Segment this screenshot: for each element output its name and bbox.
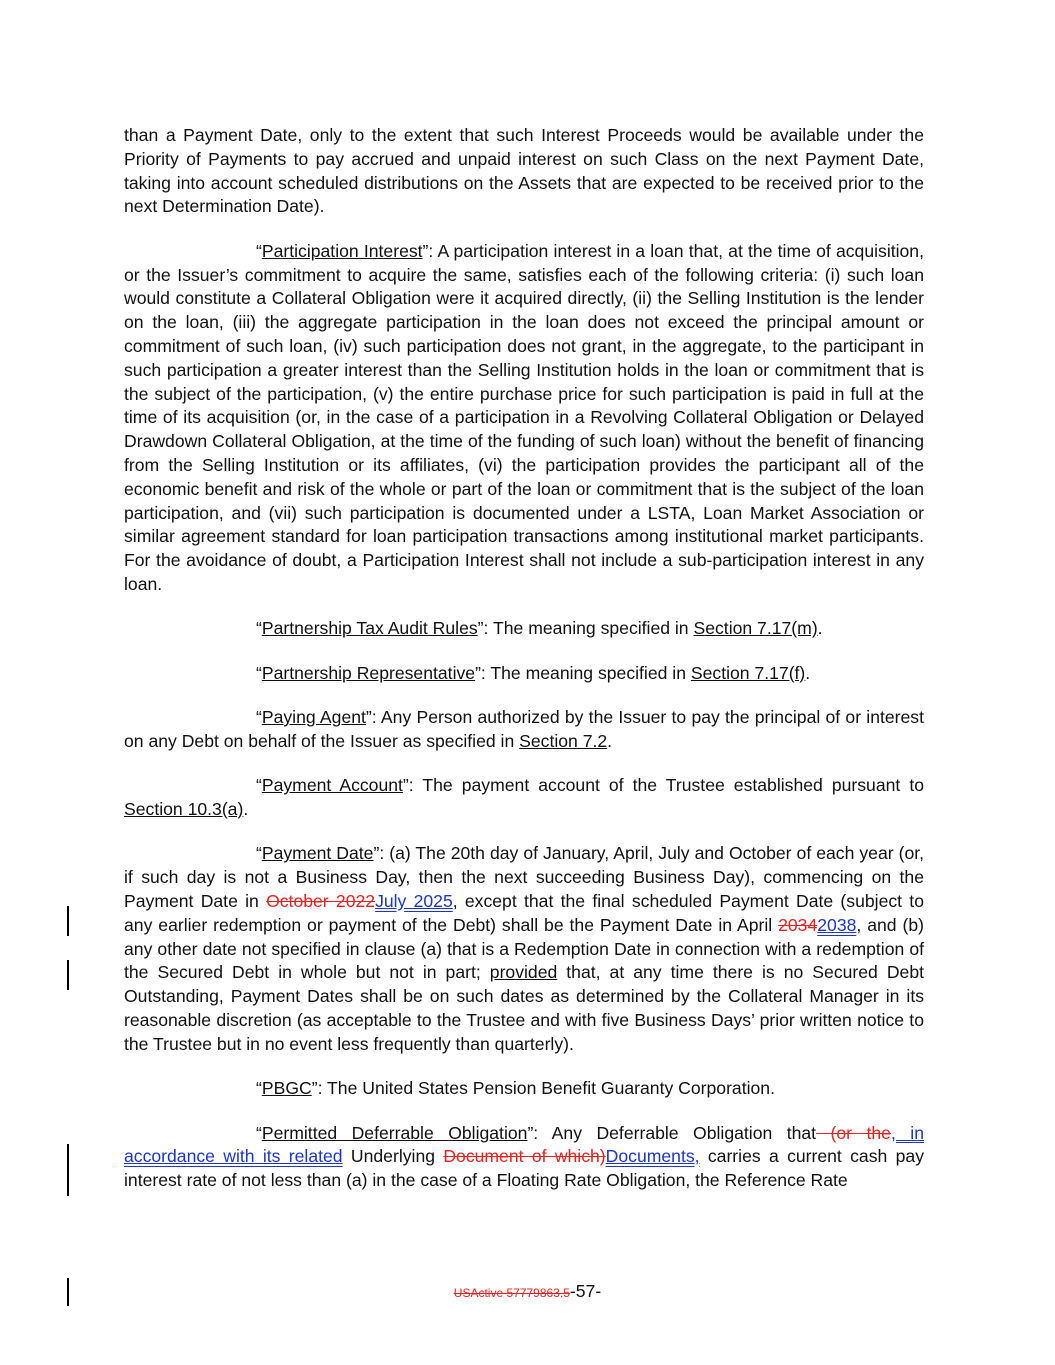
definition-partnership-tax-audit-rules <box>124 617 924 641</box>
section-reference[interactable]: Section 7.2 <box>519 730 608 751</box>
page-footer <box>0 1281 1055 1302</box>
term-close: ”: <box>527 1122 539 1143</box>
definition-text: Any Person authorized by the Issuer to pay the principal of or interest on any Debt on behalf of the Issuer as specified in <box>124 707 924 751</box>
definition-pbgc <box>124 1077 924 1101</box>
open-quote: “ <box>256 843 262 864</box>
page-number: -57- <box>569 1281 602 1301</box>
term-close: ”: <box>373 843 385 864</box>
definition-payment-date <box>124 842 924 1056</box>
deleted-text: 2034 <box>778 914 818 935</box>
inserted-text: Documents, <box>605 1146 700 1167</box>
definition-text: , except that the final scheduled Payment Date (subject to any earlier redemption or payment of the Debt) shall be the Payment Date in April <box>124 891 924 935</box>
definition-text: carries a current cash pay interest rate of not less than (a) in the case of a Floating Rate Obligation, the Reference Rate <box>124 1146 924 1191</box>
period: . <box>243 799 249 820</box>
deleted-text: Document of which) <box>443 1146 606 1167</box>
open-quote: “ <box>256 662 262 683</box>
deleted-text: (or the <box>816 1122 891 1143</box>
definition-text: The meaning specified in <box>488 618 694 639</box>
defined-term: Permitted Deferrable Obligation <box>261 1122 528 1143</box>
open-quote: “ <box>256 618 262 639</box>
definition-payment-account <box>124 774 924 822</box>
defined-term: PBGC <box>261 1078 312 1099</box>
definition-text: Underlying <box>342 1146 444 1167</box>
open-quote: “ <box>256 1122 262 1143</box>
definition-text: The meaning specified in <box>485 662 691 683</box>
open-quote: “ <box>256 775 262 796</box>
definition-text: A participation interest in a loan that, at the time of acquisition, or the Issuer’s commitment to acquire the same, satisfies each of the following criteria: (i) such loan would constitute a Collateral Obligation were it acquired directly, (ii) the Selling Institution is the lender on the loan, (iii) the aggregate participation in the loan does not exceed the principal amount or commitment of such loan, (iv) such participation does not grant, in the aggregate, to the participant in such participation a greater interest than the Selling Institution holds in the loan or commitment that is the subject of the participation, (v) the entire purchase price for such participation is paid in full at the time of its acquisition (or, in the case of a participation in a Revolving Collateral Obligation or Delayed Drawdown Collateral Obligation, at the time of the funding of such loan) without the benefit of financing from the Selling Institution or its affiliates, (vi) the participation provides the participant all of the economic benefit and risk of the whole or part of the loan or commitment that is the subject of the loan participation, and (vii) such participation is documented under a LSTA, Loan Market Association or similar agreement standard for loan participation transactions among institutional market participants. For the avoidance of doubt, a Participation Interest shall not include a sub-participation interest in any loan. <box>124 240 924 594</box>
open-quote: “ <box>256 1078 262 1099</box>
document-id: USActive 57779863.5 <box>453 1286 570 1300</box>
inserted-text: 2038 <box>817 914 857 935</box>
definition-partnership-representative <box>124 662 924 686</box>
defined-term: Paying Agent <box>261 707 366 728</box>
definition-permitted-deferrable-obligation <box>124 1122 924 1193</box>
term-close: ”: <box>402 775 414 796</box>
inserted-text: , in accordance with its related <box>124 1122 924 1167</box>
document-page <box>124 124 924 1214</box>
section-reference[interactable]: Section 7.17(f) <box>690 662 806 683</box>
definition-participation-interest <box>124 240 924 597</box>
definition-text: Any Deferrable Obligation that <box>538 1122 817 1143</box>
definition-text: (a) The 20th day of January, April, July and October of each year (or, if such day is not a Business Day, then the next succeeding Business Day), commencing on the Payment Date in <box>124 843 925 912</box>
term-close: ”: <box>422 240 434 261</box>
open-quote: “ <box>256 707 262 728</box>
term-close: ”: <box>475 662 486 683</box>
definition-text: The payment account of the Trustee established pursuant to <box>413 775 924 796</box>
section-reference[interactable]: Section 7.17(m) <box>693 618 818 639</box>
term-close: ”: <box>477 618 489 639</box>
change-bar <box>67 960 69 990</box>
term-close: ”: <box>311 1078 323 1099</box>
period: . <box>817 618 823 639</box>
defined-term: Payment Account <box>261 775 403 796</box>
period: . <box>805 662 811 683</box>
deleted-text: October 2022 <box>266 891 376 912</box>
defined-term: Partnership Tax Audit Rules <box>261 618 478 639</box>
defined-term: Payment Date <box>261 843 374 864</box>
defined-term: Partnership Representative <box>261 662 476 683</box>
open-quote: “ <box>256 240 262 261</box>
defined-term: Participation Interest <box>261 240 423 261</box>
definition-text: The United States Pension Benefit Guaranty Corporation. <box>322 1078 775 1099</box>
definition-text: that, at any time there is no Secured Debt Outstanding, Payment Dates shall be on such dates as determined by the Collateral Manager in its reasonable discretion (as acceptable to the Trustee and with five Business Days’ prior written notice to the Trustee but in no event less frequently than quarterly). <box>124 962 925 1054</box>
inserted-text: July 2025 <box>375 891 453 912</box>
term-close: ”: <box>365 707 377 728</box>
definition-paying-agent <box>124 706 924 754</box>
section-reference[interactable]: Section 10.3(a) <box>124 799 244 820</box>
paragraph-continuation: than a Payment Date, only to the extent that such Interest Proceeds would be available under the Priority of Payments to pay accrued and unpaid interest on such Class on the next Payment Date, taking into account scheduled distributions on the Assets that are expected to be received prior to the next Determination Date). <box>124 125 924 217</box>
provided-term: provided <box>489 962 558 983</box>
change-bar <box>67 906 69 936</box>
period: . <box>607 730 613 751</box>
definition-text: , and (b) any other date not specified in clause (a) that is a Redemption Date in connection with a redemption of the Secured Debt in whole but not in part; <box>124 914 924 983</box>
change-bar <box>67 1144 69 1196</box>
